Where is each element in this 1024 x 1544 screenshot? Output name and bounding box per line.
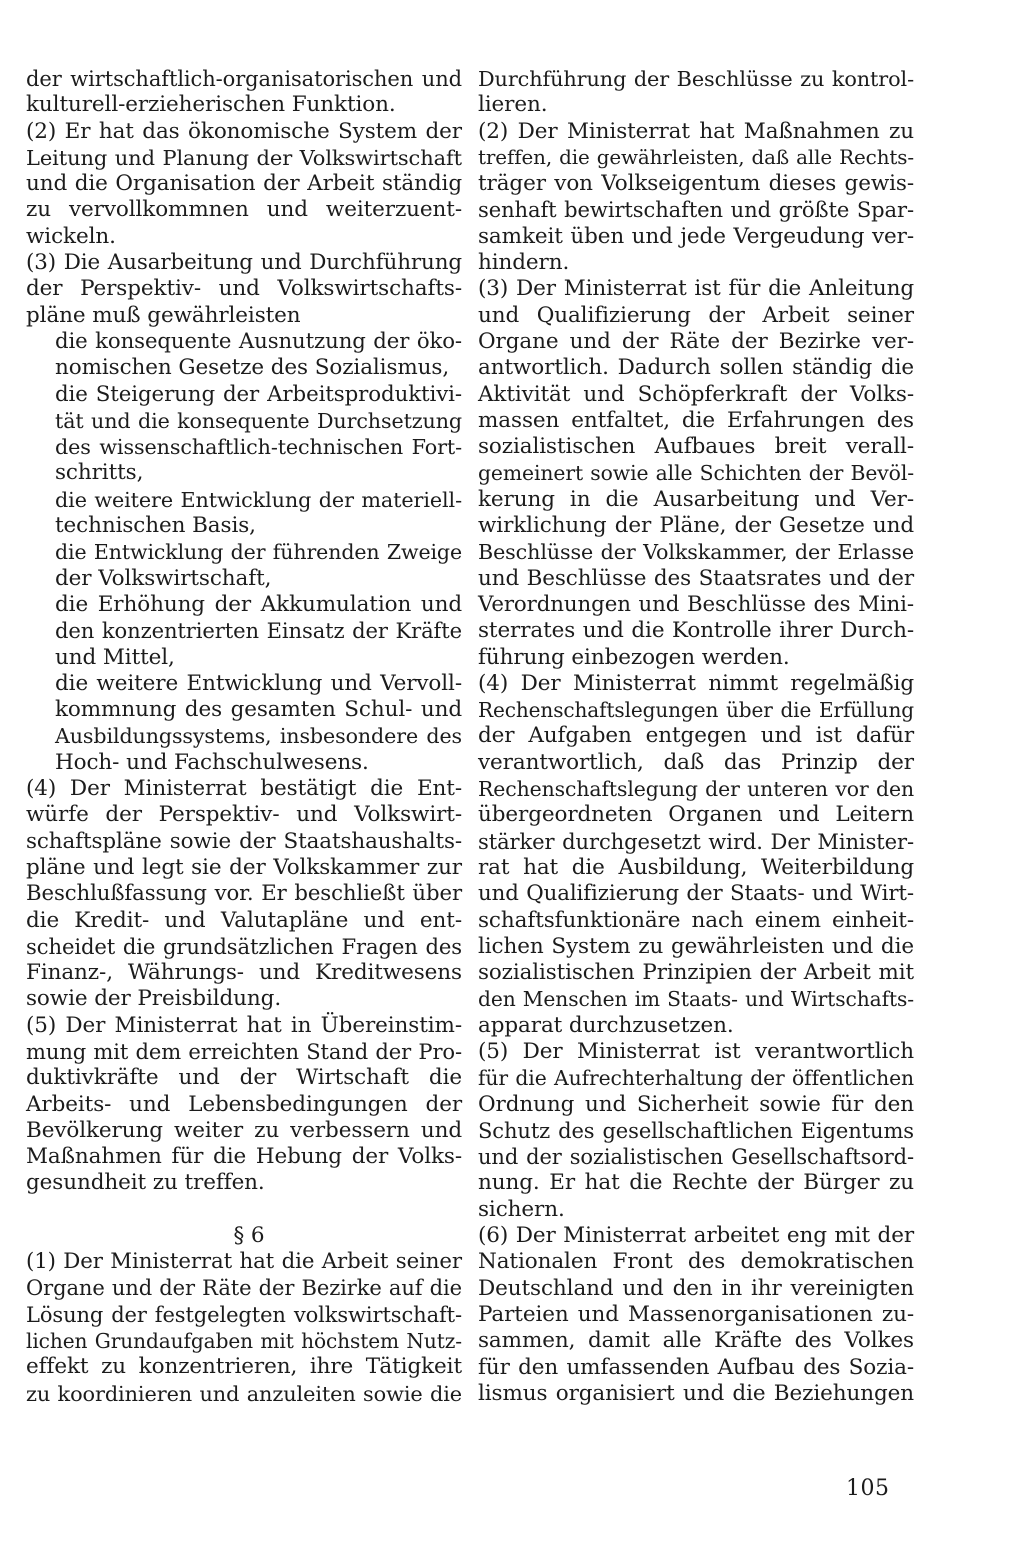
text-line: die konsequente Ausnutzung der öko- bbox=[55, 328, 462, 354]
text-line: träger von Volkseigentum dieses gewis- bbox=[478, 171, 914, 197]
text-line: kommnung des gesamten Schul- und bbox=[55, 697, 462, 723]
text-line: stärker durchgesetzt wird. Der Minister- bbox=[478, 828, 914, 854]
text-line: apparat durchzusetzen. bbox=[478, 1012, 734, 1038]
text-line: Verordnungen und Beschlüsse des Mini- bbox=[478, 591, 914, 617]
text-line: schaftspläne sowie der Staatshaushalts- bbox=[26, 828, 462, 854]
text-line: nomischen Gesetze des Sozialismus, bbox=[55, 355, 450, 381]
right-text-column bbox=[478, 66, 914, 1407]
text-line: tät und die konsequente Durchsetzung bbox=[55, 408, 462, 433]
left-text-column bbox=[26, 66, 462, 1407]
text-line: (2) Der Ministerrat hat Maßnahmen zu bbox=[478, 118, 914, 144]
text-line: hindern. bbox=[478, 250, 570, 276]
text-line: schritts, bbox=[55, 460, 144, 486]
text-line: Organe und der Räte der Bezirke ver- bbox=[478, 328, 914, 354]
text-line: der Volkswirtschaft, bbox=[55, 565, 272, 591]
text-line: lismus organisiert und die Beziehungen bbox=[478, 1380, 914, 1406]
text-line: wirklichung der Pläne, der Gesetze und bbox=[478, 513, 914, 539]
text-line: Ordnung und Sicherheit sowie für den bbox=[478, 1091, 914, 1117]
text-line: übergeordneten Organen und Leitern bbox=[478, 802, 914, 828]
text-line: für die Aufrechterhaltung der öffentlichen bbox=[478, 1066, 914, 1091]
text-line: lieren. bbox=[478, 92, 548, 118]
text-line: würfe der Perspektiv- und Volkswirt- bbox=[26, 802, 462, 828]
text-line: treffen, die gewährleisten, daß alle Rechts- bbox=[478, 145, 914, 169]
text-line: sowie der Preisbildung. bbox=[26, 986, 282, 1012]
text-line: Arbeits- und Lebensbedingungen der bbox=[26, 1091, 462, 1117]
text-line: für den umfassenden Aufbau des Sozia- bbox=[478, 1354, 914, 1380]
text-line: Schutz des gesellschaftlichen Eigentums bbox=[478, 1117, 914, 1143]
text-line: Beschlüsse der Volkskammer, der Erlasse bbox=[478, 540, 914, 565]
text-line: sterrates und die Kontrolle ihrer Durch- bbox=[478, 618, 914, 644]
text-line: technischen Basis, bbox=[55, 513, 256, 539]
text-line: wickeln. bbox=[26, 223, 116, 249]
text-line: Parteien und Massenorganisationen zu- bbox=[478, 1301, 914, 1327]
text-line: des wissenschaftlich-technischen Fort- bbox=[55, 435, 462, 460]
text-line: den konzentrierten Einsatz der Kräfte bbox=[55, 618, 462, 644]
text-line: der wirtschaftlich-organisatorischen und bbox=[26, 66, 462, 91]
text-line: (6) Der Ministerrat arbeitet eng mit der bbox=[478, 1223, 914, 1249]
text-line: und Qualifizierung der Arbeit seiner bbox=[478, 302, 914, 328]
text-line: die Kredit- und Valutapläne und ent- bbox=[26, 907, 462, 933]
text-line: senhaft bewirtschaften und größte Spar- bbox=[478, 197, 914, 223]
text-line: pläne und legt sie der Volkskammer zur bbox=[26, 854, 462, 880]
text-line: scheidet die grundsätzlichen Fragen des bbox=[26, 933, 462, 959]
text-line: Rechenschaftslegung der unteren vor den bbox=[478, 777, 914, 802]
text-line: kulturell-erzieherischen Funktion. bbox=[26, 92, 396, 118]
text-line: Leitung und Planung der Volkswirtschaft bbox=[26, 145, 462, 170]
text-line: sozialistischen Prinzipien der Arbeit mit bbox=[478, 960, 914, 986]
text-line: sozialistischen Aufbaues breit verall- bbox=[478, 434, 914, 460]
text-line: die Steigerung der Arbeitsproduktivi- bbox=[55, 381, 462, 407]
text-line: Maßnahmen für die Hebung der Volks- bbox=[26, 1144, 462, 1170]
text-line: die weitere Entwicklung und Vervoll- bbox=[55, 670, 462, 696]
page-number: 105 bbox=[846, 1476, 890, 1501]
text-line: samkeit üben und jede Vergeudung ver- bbox=[478, 223, 914, 249]
text-line: duktivkräfte und der Wirtschaft die bbox=[26, 1065, 462, 1091]
text-line: Aktivität und Schöpferkraft der Volks- bbox=[478, 381, 914, 407]
text-line: die Entwicklung der führenden Zweige bbox=[55, 540, 462, 565]
text-line: verantwortlich, daß das Prinzip der bbox=[478, 749, 914, 775]
text-line: massen entfaltet, die Erfahrungen des bbox=[478, 407, 914, 433]
section-heading: § 6 bbox=[233, 1222, 265, 1248]
text-line: zu vervollkommnen und weiterzuent- bbox=[26, 197, 462, 223]
text-line: sichern. bbox=[478, 1196, 565, 1222]
text-line: Ausbildungssystems, insbesondere des bbox=[55, 724, 462, 749]
text-line: lichen System zu gewährleisten und die bbox=[478, 933, 914, 959]
text-line: den Menschen im Staats- und Wirtschafts- bbox=[478, 987, 914, 1012]
text-line: die Erhöhung der Akkumulation und bbox=[55, 591, 462, 617]
text-line: pläne muß gewährleisten bbox=[26, 302, 301, 328]
text-line: gesundheit zu treffen. bbox=[26, 1170, 265, 1196]
text-line: und Beschlüsse des Staatsrates und der bbox=[478, 565, 914, 591]
text-line: der Aufgaben entgegen und ist dafür bbox=[478, 723, 914, 749]
text-line: der Perspektiv- und Volkswirtschafts- bbox=[26, 276, 462, 302]
text-line: sammen, damit alle Kräfte des Volkes bbox=[478, 1328, 914, 1354]
text-line: Organe und der Räte der Bezirke auf die bbox=[26, 1275, 462, 1301]
text-line: (4) Der Ministerrat bestätigt die Ent- bbox=[26, 776, 462, 802]
text-line: die weitere Entwicklung der materiell- bbox=[55, 487, 462, 512]
text-line: rat hat die Ausbildung, Weiterbildung bbox=[478, 854, 914, 880]
text-line: effekt zu konzentrieren, ihre Tätigkeit bbox=[26, 1354, 462, 1380]
text-line: lichen Grundaufgaben mit höchstem Nutz- bbox=[26, 1328, 462, 1353]
text-line: nung. Er hat die Rechte der Bürger zu bbox=[478, 1170, 914, 1196]
text-line: (4) Der Ministerrat nimmt regelmäßig bbox=[478, 670, 914, 696]
text-line: Rechenschaftslegungen über die Erfüllung bbox=[478, 698, 914, 723]
text-line: schaftsfunktionäre nach einem einheit- bbox=[478, 907, 914, 933]
text-line: Durchführung der Beschlüsse zu kontrol- bbox=[478, 67, 914, 91]
text-line: Bevölkerung weiter zu verbessern und bbox=[26, 1117, 462, 1143]
text-line: (1) Der Ministerrat hat die Arbeit seiner bbox=[26, 1249, 462, 1275]
text-line: Deutschland und den in ihr vereinigten bbox=[478, 1275, 914, 1301]
text-line: (5) Der Ministerrat hat in Übereinstim- bbox=[26, 1012, 462, 1038]
text-line: führung einbezogen werden. bbox=[478, 644, 790, 670]
text-line: zu koordinieren und anzuleiten sowie die bbox=[26, 1381, 462, 1406]
text-line: und Qualifizierung der Staats- und Wirt- bbox=[478, 881, 914, 907]
text-line: und die Organisation der Arbeit ständig bbox=[26, 171, 462, 197]
text-line: und Mittel, bbox=[55, 644, 175, 670]
text-line: gemeinert sowie alle Schichten der Bevöl- bbox=[478, 461, 914, 486]
text-line: Finanz-, Währungs- und Kreditwesens bbox=[26, 960, 462, 986]
text-line: (3) Die Ausarbeitung und Durchführung bbox=[26, 250, 462, 276]
text-line: (3) Der Ministerrat ist für die Anleitung bbox=[478, 276, 914, 302]
text-line: und der sozialistischen Gesellschaftsord- bbox=[478, 1145, 914, 1170]
text-line: Lösung der festgelegten volkswirtschaft- bbox=[26, 1302, 462, 1327]
text-line: mung mit dem erreichten Stand der Pro- bbox=[26, 1038, 462, 1064]
text-line: Beschlußfassung vor. Er beschließt über bbox=[26, 881, 462, 907]
text-line: Nationalen Front des demokratischen bbox=[478, 1249, 914, 1275]
text-line: Hoch- und Fachschulwesens. bbox=[55, 749, 369, 775]
text-line: (2) Er hat das ökonomische System der bbox=[26, 118, 462, 144]
text-line: (5) Der Ministerrat ist verantwortlich bbox=[478, 1038, 914, 1064]
text-line: antwortlich. Dadurch sollen ständig die bbox=[478, 355, 914, 381]
text-line: kerung in die Ausarbeitung und Ver- bbox=[478, 486, 914, 512]
